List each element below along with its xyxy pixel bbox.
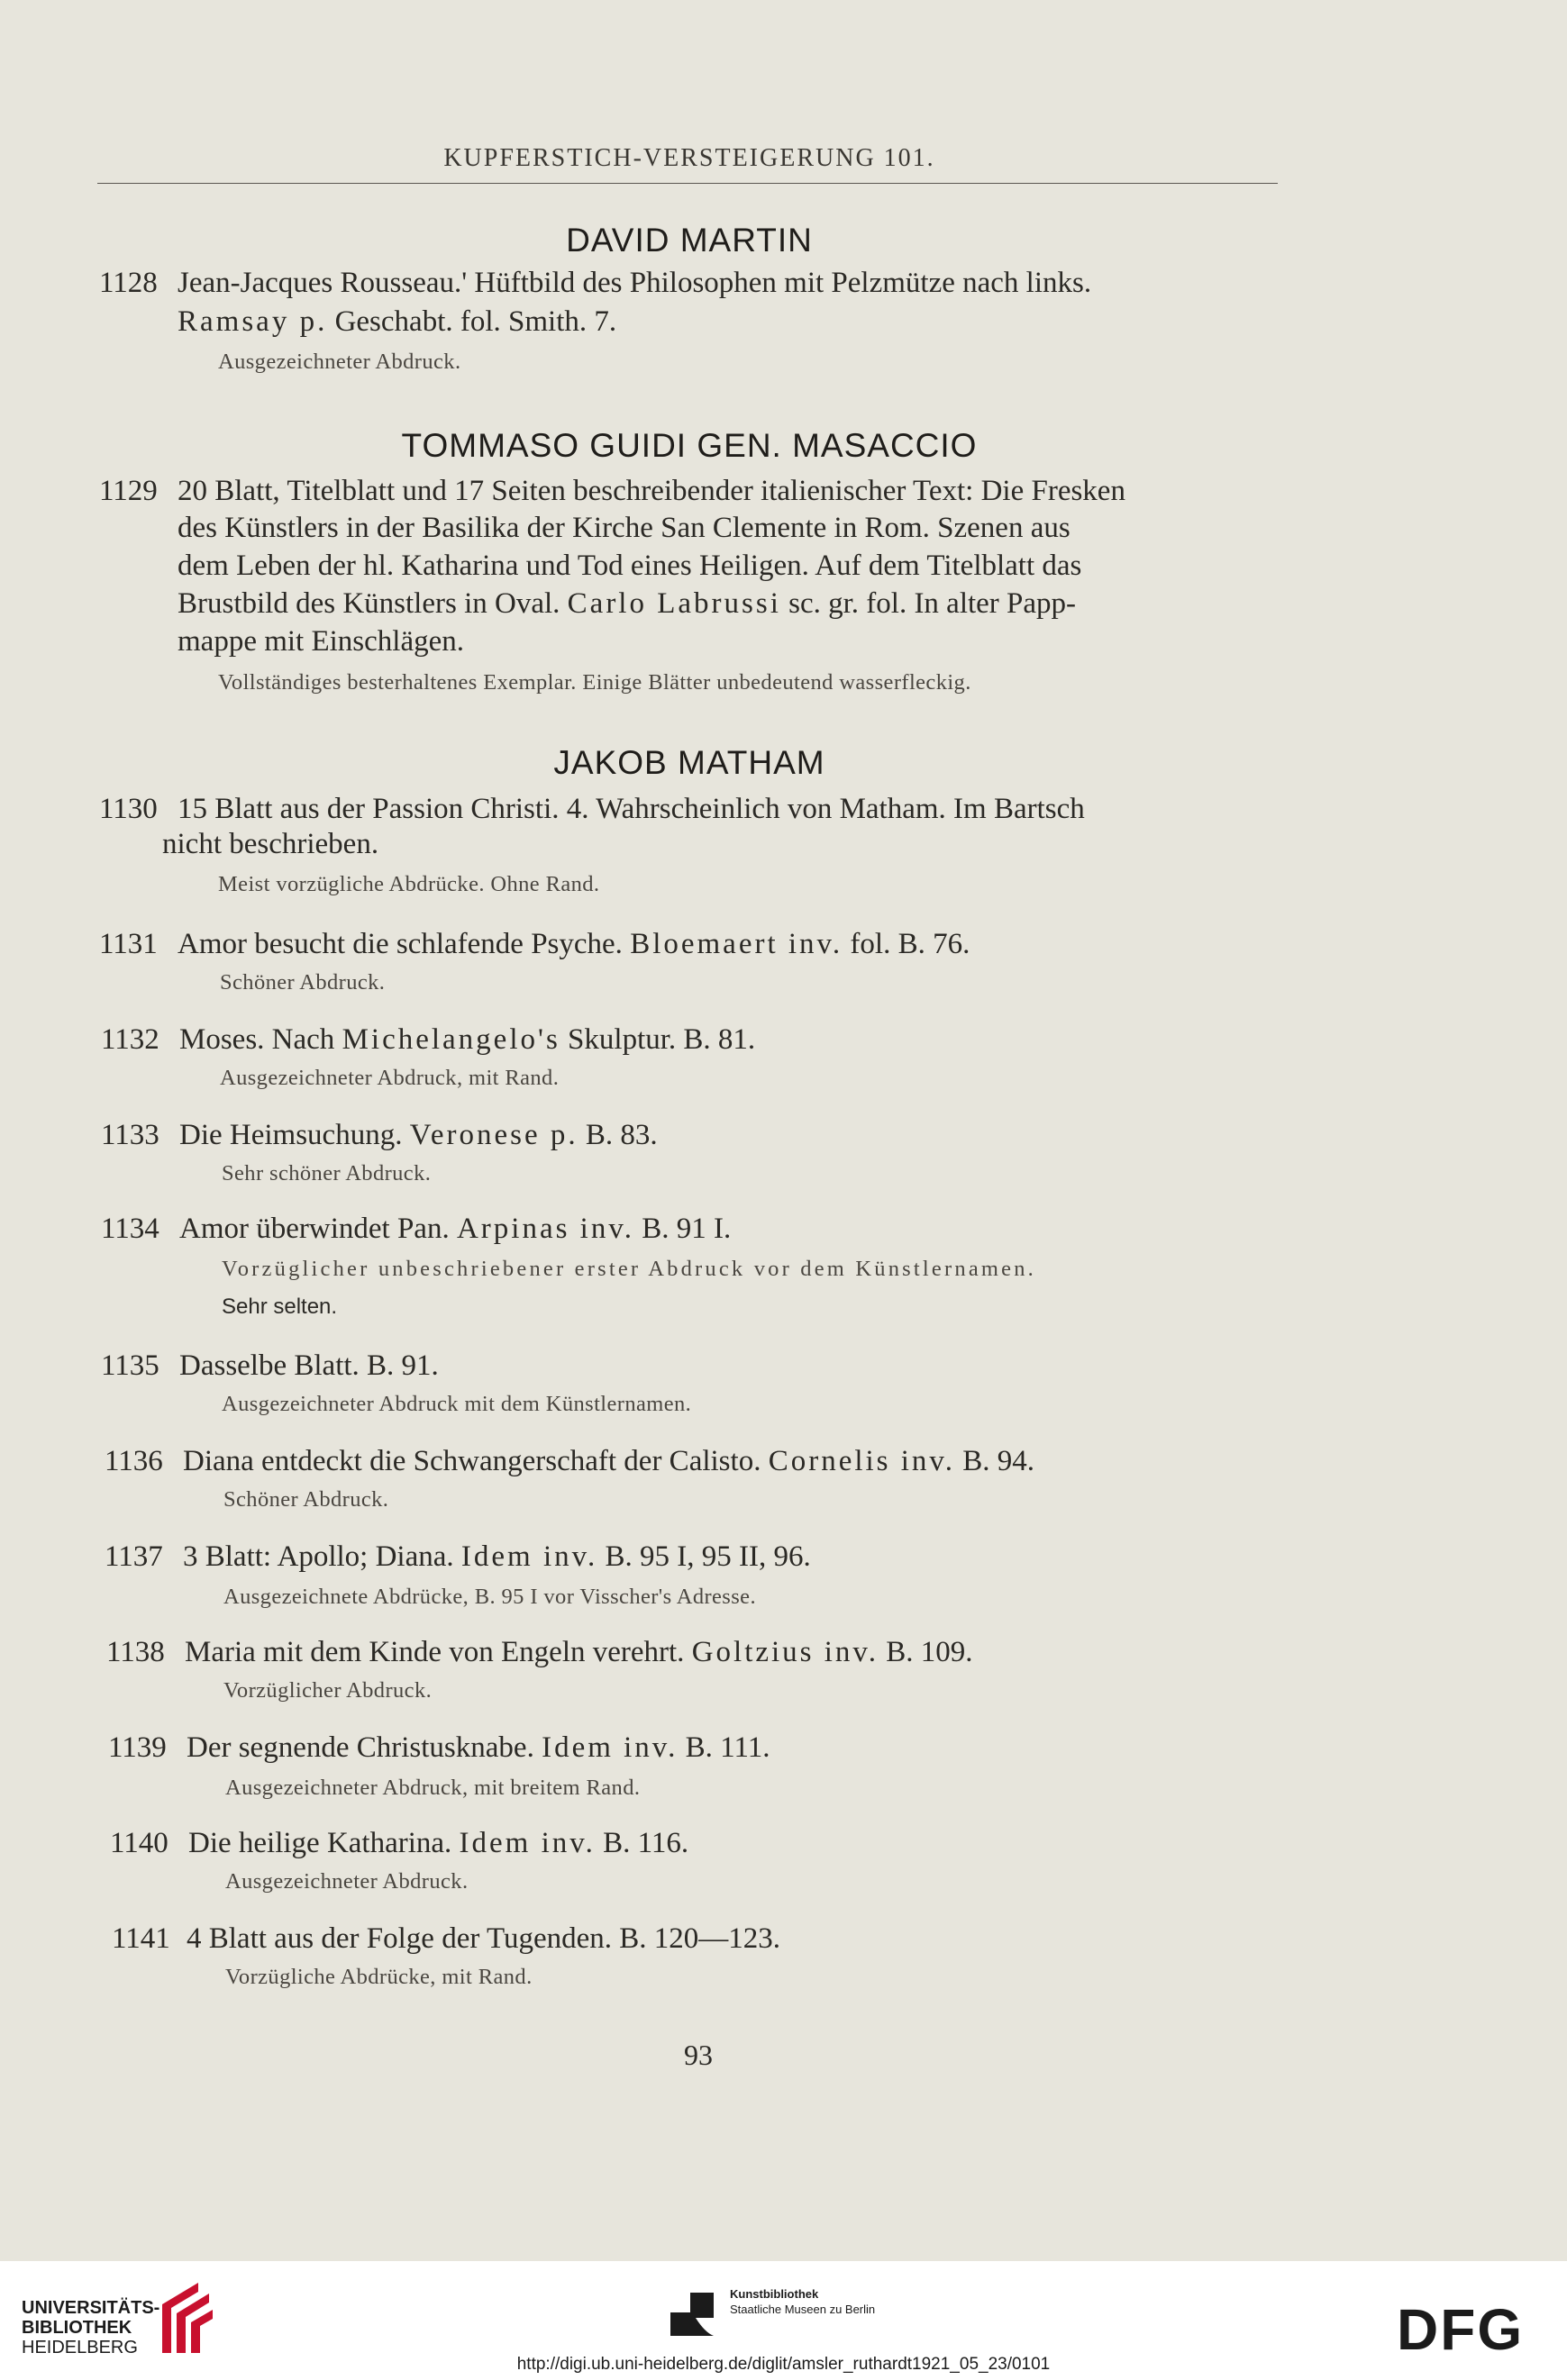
lot-text: dem Leben der hl. Katharina und Tod eines Heiligen. Auf dem Titelblatt das: [178, 550, 1082, 582]
lot-text: Der segnende Christusknabe. Idem inv. B. 111.: [187, 1731, 770, 1764]
lot-number: 1136: [105, 1445, 163, 1477]
lot-note: Ausgezeichneter Abdruck mit dem Künstlernamen.: [222, 1392, 692, 1416]
header-rule: [97, 183, 1278, 184]
lot-number: 1128: [99, 267, 158, 299]
lot-text: des Künstlers in der Basilika der Kirche San Clemente in Rom. Szenen aus: [178, 512, 1070, 544]
lot-number: 1129: [99, 475, 158, 507]
lot-number: 1135: [101, 1349, 159, 1382]
section-title-martin: DAVID MARTIN: [566, 222, 813, 259]
lot-text: Jean-Jacques Rousseau.' Hüftbild des Philosophen mit Pelzmütze nach links.: [178, 267, 1092, 299]
page-number: 93: [684, 2039, 713, 2071]
dfg-logo: DFG: [1397, 2297, 1525, 2362]
lot-note: Ausgezeichneter Abdruck.: [218, 350, 461, 374]
lot-note: Vorzüglicher Abdruck.: [223, 1678, 433, 1703]
kunstbibliothek-logo-icon: [669, 2291, 715, 2338]
lot-text: Maria mit dem Kinde von Engeln verehrt. Goltzius inv. B. 109.: [185, 1636, 973, 1668]
lot-text: Die Heimsuchung. Veronese p. B. 83.: [179, 1119, 658, 1151]
lot-text: 15 Blatt aus der Passion Christi. 4. Wahrscheinlich von Matham. Im Bartsch: [178, 793, 1085, 825]
lot-note: Ausgezeichneter Abdruck.: [225, 1869, 469, 1894]
lot-text: Ramsay p. Geschabt. fol. Smith. 7.: [178, 305, 617, 338]
lot-number: 1131: [99, 928, 158, 960]
lot-number: 1134: [101, 1213, 159, 1245]
lot-number: 1138: [106, 1636, 165, 1668]
lot-number: 1130: [99, 793, 158, 825]
lot-text: Amor überwindet Pan. Arpinas inv. B. 91 I.: [179, 1213, 732, 1245]
lot-note-emphasis: Sehr selten.: [222, 1294, 338, 1319]
ub-heidelberg-label: UNIVERSITÄTS- BIBLIOTHEK HEIDELBERG: [22, 2298, 160, 2357]
lot-text: Dasselbe Blatt. B. 91.: [179, 1349, 439, 1382]
lot-note: Schöner Abdruck.: [223, 1487, 389, 1512]
kunstbibliothek-label: Kunstbibliothek Staatliche Museen zu Berlin: [730, 2287, 876, 2316]
lot-text: mappe mit Einschlägen.: [178, 625, 464, 658]
lot-text: Die heilige Katharina. Idem inv. B. 116.: [188, 1827, 689, 1859]
lot-number: 1140: [110, 1827, 169, 1859]
lot-note: Ausgezeichneter Abdruck, mit breitem Rand.: [225, 1776, 641, 1800]
lot-note: Vollständiges besterhaltenes Exemplar. Einige Blätter unbedeutend wasserfleckig.: [218, 670, 971, 695]
lot-text: 4 Blatt aus der Folge der Tugenden. B. 120—123.: [187, 1922, 781, 1955]
lot-number: 1137: [105, 1540, 163, 1573]
lot-note: Ausgezeichneter Abdruck, mit Rand.: [220, 1066, 560, 1090]
lot-text: 3 Blatt: Apollo; Diana. Idem inv. B. 95 I, 95 II, 96.: [183, 1540, 811, 1573]
section-title-masaccio: TOMMASO GUIDI GEN. MASACCIO: [401, 427, 978, 464]
running-head: KUPFERSTICH-VERSTEIGERUNG 101.: [443, 144, 935, 172]
lot-note: Sehr schöner Abdruck.: [222, 1161, 432, 1185]
lot-text: Brustbild des Künstlers in Oval. Carlo Labrussi sc. gr. fol. In alter Papp-: [178, 587, 1077, 620]
lot-text: 20 Blatt, Titelblatt und 17 Seiten beschreibender italienischer Text: Die Fresken: [178, 475, 1125, 507]
source-url[interactable]: http://digi.ub.uni-heidelberg.de/diglit/amsler_ruthardt1921_05_23/0101: [516, 2355, 1051, 2374]
lot-text: nicht beschrieben.: [162, 828, 379, 860]
lot-text: Diana entdeckt die Schwangerschaft der Calisto. Cornelis inv. B. 94.: [183, 1445, 1035, 1477]
lot-note: Vorzügliche Abdrücke, mit Rand.: [225, 1965, 533, 1989]
lot-note: Vorzüglicher unbeschriebener erster Abdruck vor dem Künstlernamen.: [222, 1257, 1036, 1281]
ub-logo-icon: [155, 2277, 218, 2358]
lot-number: 1141: [112, 1922, 170, 1955]
lot-number: 1139: [108, 1731, 167, 1764]
lot-number: 1133: [101, 1119, 159, 1151]
lot-text: Moses. Nach Michelangelo's Skulptur. B. 81.: [179, 1023, 756, 1056]
lot-number: 1132: [101, 1023, 159, 1056]
lot-note: Schöner Abdruck.: [220, 970, 386, 995]
lot-note: Ausgezeichnete Abdrücke, B. 95 I vor Visscher's Adresse.: [223, 1585, 756, 1609]
section-title-matham: JAKOB MATHAM: [553, 744, 825, 781]
lot-text: Amor besucht die schlafende Psyche. Bloemaert inv. fol. B. 76.: [178, 928, 970, 960]
lot-note: Meist vorzügliche Abdrücke. Ohne Rand.: [218, 872, 600, 896]
